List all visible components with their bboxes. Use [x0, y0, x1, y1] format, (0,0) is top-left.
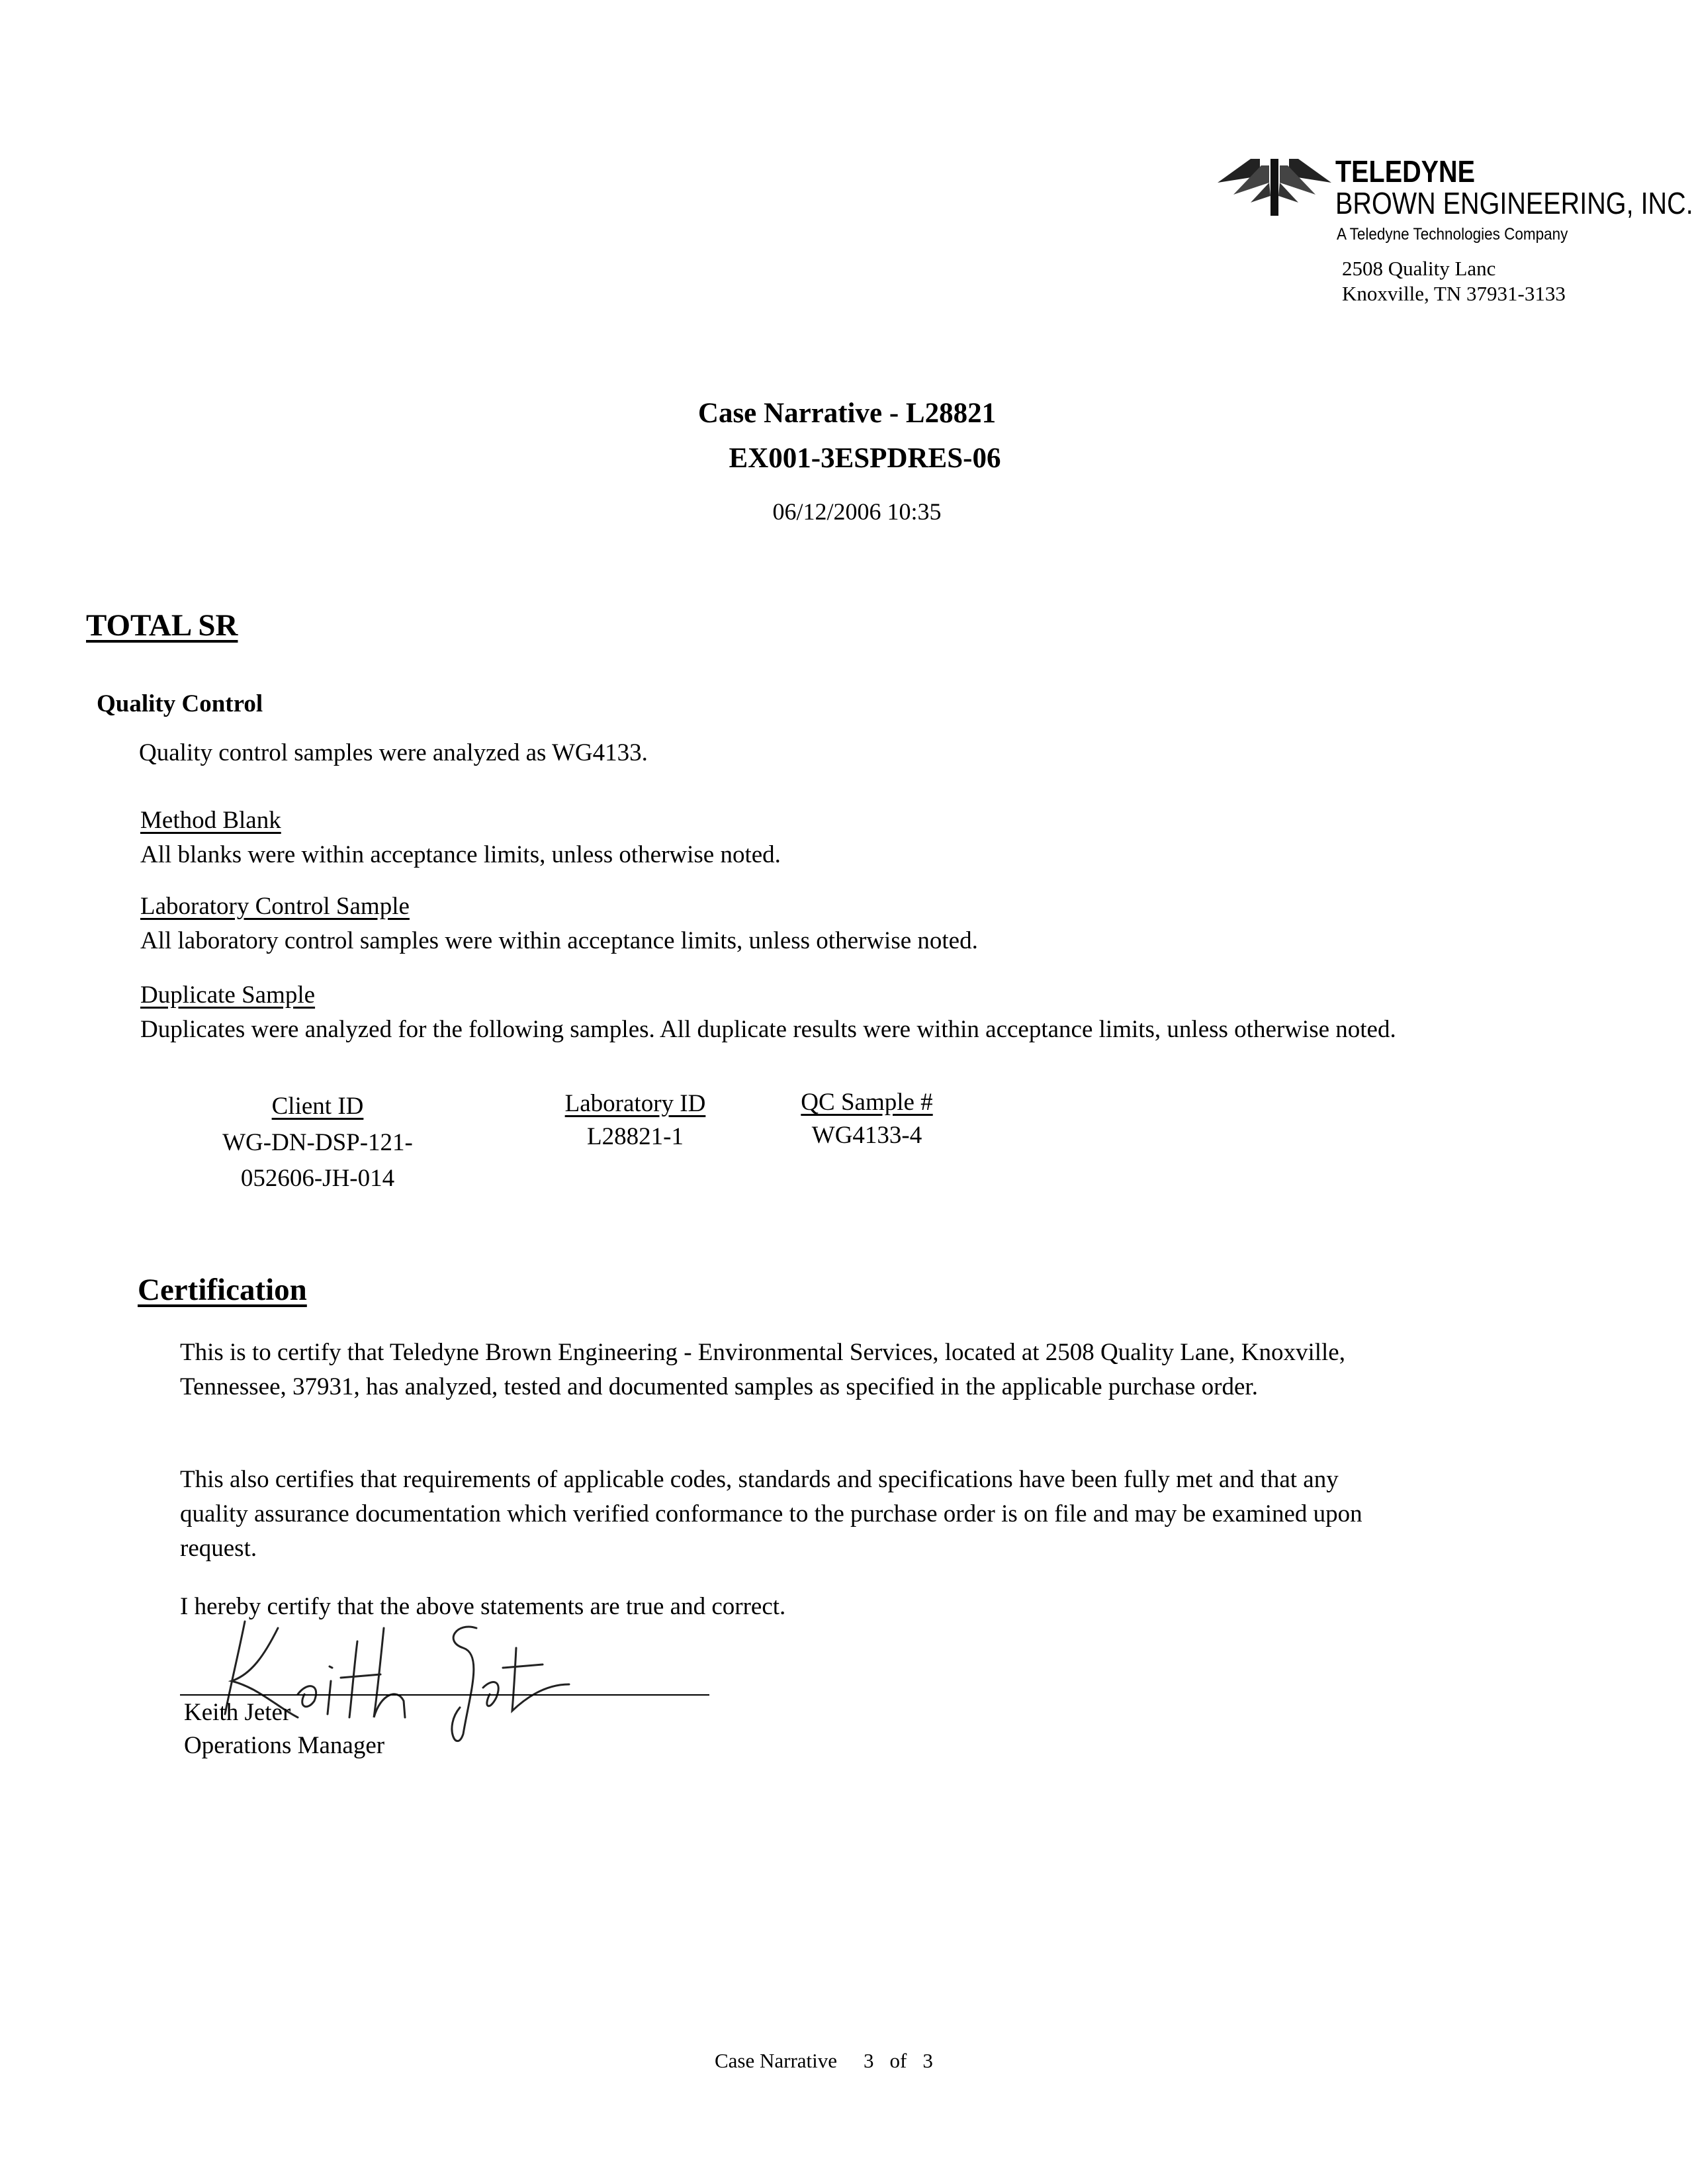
column-header-qc-sample: QC Sample #: [801, 1089, 933, 1116]
method-blank-heading: Method Blank: [140, 807, 281, 834]
column-header-client-id: Client ID: [271, 1093, 364, 1120]
table-cell-qc-sample: WG4133-4: [811, 1122, 922, 1149]
method-blank-text: All blanks were within acceptance limits, unless otherwise noted.: [140, 841, 781, 868]
address-line-1: 2508 Quality Lanc: [1342, 257, 1496, 280]
section-heading-certification: Certification: [138, 1273, 307, 1307]
footer-page-number: 3: [864, 2049, 874, 2072]
company-name: TELEDYNE: [1335, 154, 1476, 189]
page-footer: [715, 2049, 933, 2073]
footer-of: of: [889, 2049, 907, 2072]
section-heading-total-sr: TOTAL SR: [86, 608, 238, 643]
certification-paragraph-1: This is to certify that Teledyne Brown Engineering - Environmental Services, located at 2508 Quality Lane, Knoxville, Tennessee, 37931, has analyzed, tested and documented samples as specified in the applicable purchase order.: [180, 1339, 1345, 1400]
column-header-laboratory-id: Laboratory ID: [564, 1090, 706, 1117]
duplicate-sample-heading: Duplicate Sample: [140, 981, 316, 1009]
signer-title: Operations Manager: [184, 1732, 385, 1759]
signature-line: [180, 1694, 709, 1696]
signer-name: Keith Jeter: [184, 1699, 291, 1726]
certification-statement: I hereby certify that the above statements are true and correct.: [180, 1593, 786, 1620]
table-cell-client-id: WG-DN-DSP-121- 052606-JH-014: [222, 1129, 413, 1192]
table-cell-laboratory-id: L28821-1: [587, 1123, 684, 1150]
document-title: Case Narrative - L28821: [697, 398, 997, 429]
subheading-quality-control: Quality Control: [97, 690, 263, 717]
teledyne-logo-icon: [1218, 156, 1331, 216]
lcs-text: All laboratory control samples were within acceptance limits, unless otherwise noted.: [140, 927, 978, 954]
company-tagline: A Teledyne Technologies Company: [1337, 225, 1568, 244]
company-division: BROWN ENGINEERING, INC.: [1335, 186, 1693, 220]
lcs-heading: Laboratory Control Sample: [140, 893, 410, 920]
job-number: EX001-3ESPDRES-06: [729, 443, 1001, 474]
duplicate-sample-text: Duplicates were analyzed for the following samples. All duplicate results were within acceptance limits, unless otherwise noted.: [140, 1016, 1396, 1043]
footer-total-pages: 3: [922, 2049, 933, 2072]
qc-intro-text: Quality control samples were analyzed as WG4133.: [139, 739, 648, 766]
certification-paragraph-2: This also certifies that requirements of applicable codes, standards and specifications have been fully met and that any quality assurance documentation which verified conformance to the purchase order is on file and may be examined upon request.: [180, 1466, 1362, 1562]
report-datetime: 06/12/2006 10:35: [772, 498, 942, 525]
address-line-2: Knoxville, TN 37931-3133: [1342, 282, 1566, 305]
footer-label: Case Narrative: [715, 2049, 838, 2072]
